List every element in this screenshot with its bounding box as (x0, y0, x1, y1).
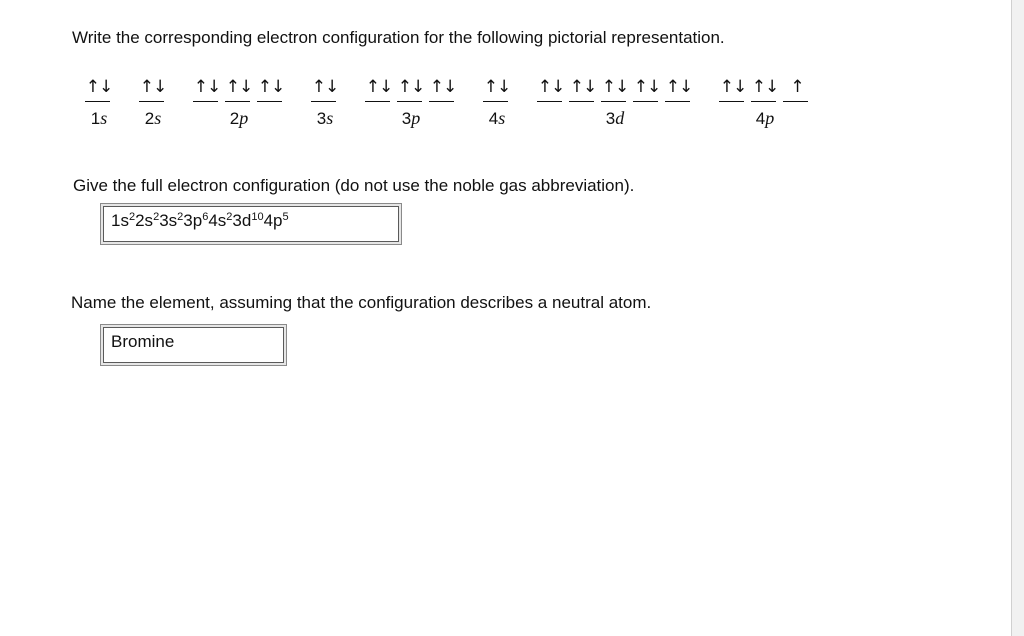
term-exponent: 2 (226, 211, 233, 223)
orbital-line (193, 101, 218, 102)
term-exponent: 5 (282, 211, 289, 223)
subshell-label-letter: p (239, 108, 249, 128)
orbital-line (783, 101, 808, 102)
orbital-line (365, 101, 390, 102)
term-subshell: 3p (183, 211, 203, 230)
electron-arrows: ↑↓ (483, 77, 511, 97)
term-exponent: 10 (251, 211, 264, 223)
electron-arrows: ↑↓ (569, 77, 597, 97)
subshell-label (91, 108, 107, 129)
orbital-line (225, 101, 250, 102)
orbital-line (633, 101, 658, 102)
term-exponent: 6 (202, 211, 209, 223)
orbital-line (719, 101, 744, 102)
orbital-line (85, 101, 110, 102)
subshell-label-letter: p (411, 108, 421, 128)
electron-arrows: ↑↓ (751, 77, 779, 97)
configuration-answer-field[interactable] (103, 206, 399, 242)
term-subshell: 4p (263, 211, 283, 230)
electron-arrows: ↑↓ (665, 77, 693, 97)
electron-arrows: ↑↓ (633, 77, 661, 97)
subshell-label-number: 3 (605, 109, 616, 128)
term-exponent: 2 (177, 211, 184, 223)
configuration-answer-box[interactable] (100, 203, 402, 245)
electron-arrows: ↑↓ (225, 77, 253, 97)
electron-arrows: ↑↓ (397, 77, 425, 97)
question-3-prompt: Name the element, assuming that the configuration describes a neutral atom. (71, 293, 652, 312)
term-subshell: 1s (111, 211, 129, 230)
question-2-prompt: Give the full electron configuration (do not use the noble gas abbreviation). (73, 176, 635, 195)
orbital-line (139, 101, 164, 102)
orbital-line (665, 101, 690, 102)
subshell-label-letter: s (326, 108, 334, 128)
subshell-label-number: 1 (90, 109, 101, 128)
term-exponent: 2 (153, 211, 160, 223)
subshell-label-letter: s (498, 108, 506, 128)
element-answer-field[interactable]: Bromine (103, 327, 284, 363)
electron-arrows: ↑↓ (311, 77, 339, 97)
term-exponent: 2 (128, 211, 136, 223)
configuration-term (264, 211, 289, 230)
term-subshell: 3d (232, 211, 252, 230)
subshell-label-letter: d (615, 108, 625, 128)
subshell-label (489, 108, 505, 129)
subshell-label (402, 108, 420, 129)
orbital-line (311, 101, 336, 102)
term-subshell: 4s (208, 211, 227, 230)
electron-arrows: ↑↓ (601, 77, 629, 97)
term-subshell: 3s (159, 211, 178, 230)
electron-arrows: ↑↓ (139, 77, 167, 97)
subshell-label-number: 3 (316, 109, 327, 128)
orbital-line (751, 101, 776, 102)
subshell-label (317, 108, 333, 129)
configuration-term (111, 211, 135, 230)
electron-arrows: ↑↓ (365, 77, 393, 97)
electron-arrows: ↑↓ (537, 77, 565, 97)
subshell-label-letter: p (765, 108, 775, 128)
configuration-term (208, 211, 232, 230)
subshell-label-number: 2 (144, 109, 155, 128)
subshell-label-letter: s (154, 108, 162, 128)
configuration-term (135, 211, 159, 230)
orbital-line (483, 101, 508, 102)
vertical-scrollbar[interactable] (1011, 0, 1024, 636)
configuration-term (232, 211, 263, 230)
configuration-term (159, 211, 183, 230)
subshell-label (145, 108, 161, 129)
orbital-line (429, 101, 454, 102)
configuration-term (183, 211, 208, 230)
electron-arrows: ↑↓ (193, 77, 221, 97)
electron-arrows: ↑↓ (429, 77, 457, 97)
subshell-label-number: 3 (401, 109, 412, 128)
electron-arrows: ↑↓ (257, 77, 285, 97)
subshell-label-number: 4 (755, 109, 766, 128)
electron-arrows: ↑ (790, 77, 804, 97)
subshell-label (230, 108, 248, 129)
subshell-label-letter: s (100, 108, 108, 128)
term-subshell: 2s (135, 211, 154, 230)
question-1-prompt: Write the corresponding electron configuration for the following pictorial representation. (72, 28, 725, 47)
orbital-line (569, 101, 594, 102)
orbital-line (601, 101, 626, 102)
subshell-label (756, 108, 774, 129)
orbital-line (257, 101, 282, 102)
electron-arrows: ↑↓ (719, 77, 747, 97)
subshell-label-number: 2 (229, 109, 240, 128)
subshell-label-number: 4 (488, 109, 499, 128)
orbital-line (397, 101, 422, 102)
subshell-label (606, 108, 624, 129)
orbital-line (537, 101, 562, 102)
element-answer-box[interactable] (100, 324, 287, 366)
electron-arrows: ↑↓ (85, 77, 113, 97)
